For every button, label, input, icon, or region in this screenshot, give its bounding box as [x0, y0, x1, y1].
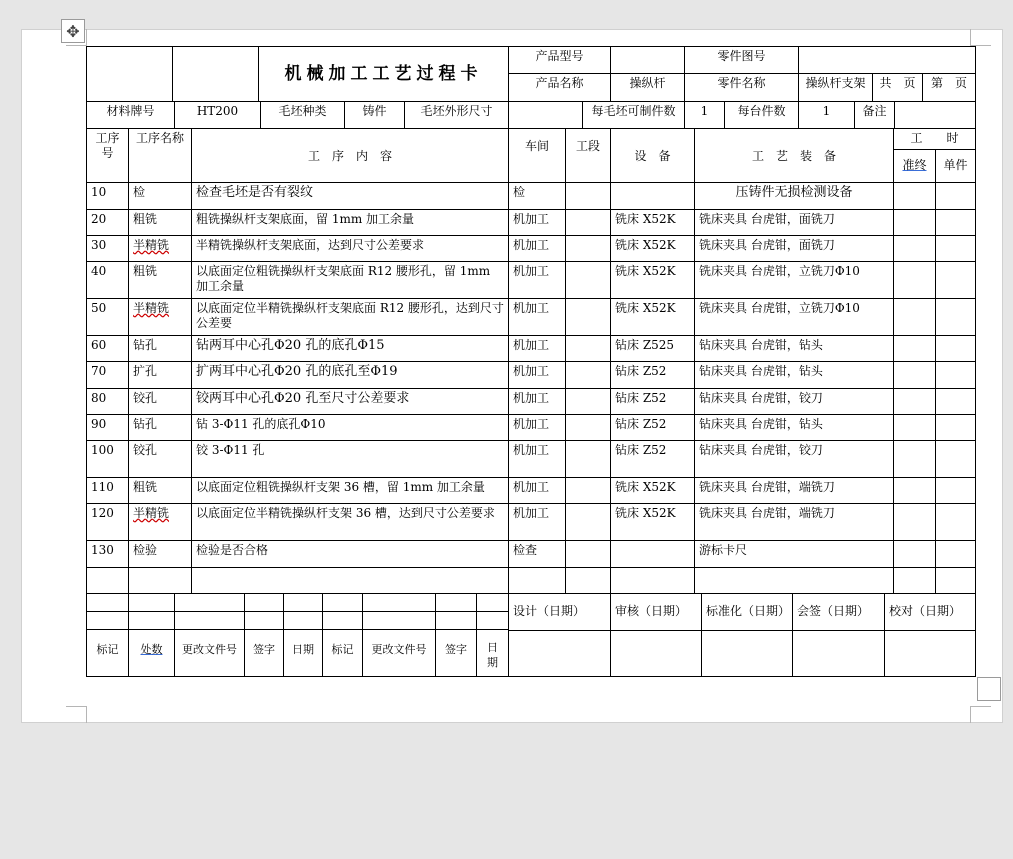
per-unit-label[interactable]: 每台件数 — [724, 101, 798, 128]
col-workshop-header[interactable]: 车间 — [508, 128, 565, 182]
row-90-content[interactable]: 钻 3-Φ11 孔的底孔Φ10 — [191, 414, 508, 440]
row-90-name[interactable]: 钻孔 — [128, 414, 191, 440]
row-70-content[interactable]: 扩两耳中心孔Φ20 孔的底孔至Φ19 — [191, 361, 508, 388]
revision-label-0[interactable]: 标记 — [86, 629, 128, 676]
col-equipment-header[interactable]: 设 备 — [610, 128, 694, 182]
part-drawing-label[interactable]: 零件图号 — [684, 46, 798, 73]
row-50-content[interactable]: 以底面定位半精铣操纵杆支架底面 R12 腰形孔，达到尺寸公差要 — [191, 298, 508, 335]
part-name-label[interactable]: 零件名称 — [684, 73, 798, 101]
row-100-content[interactable]: 铰 3-Φ11 孔 — [191, 440, 508, 477]
row-50-equipment[interactable]: 铣床 X52K — [610, 298, 694, 335]
row-100-name[interactable]: 铰孔 — [128, 440, 191, 477]
row-40-tooling[interactable]: 铣床夹具 台虎钳，立铣刀Φ10 — [694, 261, 893, 298]
row-110-tooling[interactable]: 铣床夹具 台虎钳，端铣刀 — [694, 477, 893, 503]
row-70-equipment[interactable]: 钻床 Z52 — [610, 361, 694, 388]
row-90-seq[interactable]: 90 — [86, 414, 128, 440]
row-90-equipment[interactable]: 钻床 Z52 — [610, 414, 694, 440]
product-model-label[interactable]: 产品型号 — [508, 46, 610, 73]
row-70-seq[interactable]: 70 — [86, 361, 128, 388]
col-tooling-header[interactable]: 工 艺 装 备 — [694, 128, 893, 182]
row-40-workshop[interactable]: 机加工 — [508, 261, 565, 298]
row-50-name[interactable]: 半精铣 — [128, 298, 191, 335]
revision-label-5[interactable]: 标记 — [322, 629, 362, 676]
col-name-header[interactable]: 工序名称 — [128, 128, 191, 182]
part-name-value[interactable]: 操纵杆支架 — [798, 73, 872, 101]
row-80-workshop[interactable]: 机加工 — [508, 388, 565, 414]
row-100-tooling[interactable]: 钻床夹具 台虎钳，铰刀 — [694, 440, 893, 477]
row-30-seq[interactable]: 30 — [86, 235, 128, 261]
per-unit-value[interactable]: 1 — [798, 101, 854, 128]
row-110-workshop[interactable]: 机加工 — [508, 477, 565, 503]
revision-label-3[interactable]: 签字 — [244, 629, 283, 676]
row-10-workshop[interactable]: 检 — [508, 182, 565, 209]
signoff-label-4[interactable]: 校对（日期） — [884, 593, 975, 630]
row-70-tooling[interactable]: 钻床夹具 台虎钳，钻头 — [694, 361, 893, 388]
material-label[interactable]: 材料牌号 — [86, 101, 174, 128]
remark-label[interactable]: 备注 — [854, 101, 894, 128]
row-20-tooling[interactable]: 铣床夹具 台虎钳，面铣刀 — [694, 209, 893, 235]
row-40-content[interactable]: 以底面定位粗铣操纵杆支架底面 R12 腰形孔，留 1mm 加工余量 — [191, 261, 508, 298]
revision-label-2[interactable]: 更改文件号 — [174, 629, 244, 676]
row-10-content[interactable]: 检查毛坯是否有裂纹 — [191, 182, 508, 209]
row-110-content[interactable]: 以底面定位粗铣操纵杆支架 36 槽，留 1mm 加工余量 — [191, 477, 508, 503]
row-80-seq[interactable]: 80 — [86, 388, 128, 414]
material-value[interactable]: HT200 — [174, 101, 260, 128]
row-10-name[interactable]: 检 — [128, 182, 191, 209]
page-label[interactable]: 第 页 — [922, 73, 975, 101]
table-outer-frame — [86, 46, 976, 677]
row-130-name[interactable]: 检验 — [128, 540, 191, 567]
row-120-name[interactable]: 半精铣 — [128, 503, 191, 540]
row-80-name[interactable]: 铰孔 — [128, 388, 191, 414]
revision-label-7[interactable]: 签字 — [435, 629, 476, 676]
row-100-workshop[interactable]: 机加工 — [508, 440, 565, 477]
table-move-handle-icon[interactable]: ✥ — [61, 19, 85, 43]
row-40-equipment[interactable]: 铣床 X52K — [610, 261, 694, 298]
row-20-content[interactable]: 粗铣操纵杆支架底面，留 1mm 加工余量 — [191, 209, 508, 235]
col-unit-time-header[interactable]: 单件 — [935, 149, 975, 182]
row-100-equipment[interactable]: 钻床 Z52 — [610, 440, 694, 477]
crop-mark-bottom-right — [970, 706, 991, 723]
row-60-content[interactable]: 钻两耳中心孔Φ20 孔的底孔Φ15 — [191, 335, 508, 361]
row-60-seq[interactable]: 60 — [86, 335, 128, 361]
row-10-seq[interactable]: 10 — [86, 182, 128, 209]
product-name-label[interactable]: 产品名称 — [508, 73, 610, 101]
row-60-workshop[interactable]: 机加工 — [508, 335, 565, 361]
row-20-equipment[interactable]: 铣床 X52K — [610, 209, 694, 235]
per-blank-value[interactable]: 1 — [684, 101, 724, 128]
row-130-seq[interactable]: 130 — [86, 540, 128, 567]
row-60-name[interactable]: 钻孔 — [128, 335, 191, 361]
row-110-name[interactable]: 粗铣 — [128, 477, 191, 503]
total-pages-label[interactable]: 共 页 — [872, 73, 922, 101]
row-120-seq[interactable]: 120 — [86, 503, 128, 540]
table-resize-handle[interactable] — [977, 677, 1001, 701]
col-section-header[interactable]: 工段 — [565, 128, 610, 182]
row-10-tooling[interactable]: 压铸件无损检测设备 — [694, 182, 893, 209]
row-30-content[interactable]: 半精铣操纵杆支架底面，达到尺寸公差要求 — [191, 235, 508, 261]
blank-size-label[interactable]: 毛坯外形尺寸 — [404, 101, 508, 128]
row-130-workshop[interactable]: 检查 — [508, 540, 565, 567]
blank-type-label[interactable]: 毛坯种类 — [260, 101, 344, 128]
signoff-label-3[interactable]: 会签（日期） — [792, 593, 884, 630]
row-120-workshop[interactable]: 机加工 — [508, 503, 565, 540]
row-110-equipment[interactable]: 铣床 X52K — [610, 477, 694, 503]
signoff-label-2[interactable]: 标准化（日期） — [701, 593, 792, 630]
row-90-tooling[interactable]: 钻床夹具 台虎钳，钻头 — [694, 414, 893, 440]
revision-label-6[interactable]: 更改文件号 — [362, 629, 435, 676]
row-20-seq[interactable]: 20 — [86, 209, 128, 235]
row-120-tooling[interactable]: 铣床夹具 台虎钳，端铣刀 — [694, 503, 893, 540]
product-name-value[interactable]: 操纵杆 — [610, 73, 684, 101]
row-40-name[interactable]: 粗铣 — [128, 261, 191, 298]
row-90-workshop[interactable]: 机加工 — [508, 414, 565, 440]
row-130-content[interactable]: 检验是否合格 — [191, 540, 508, 567]
row-120-content[interactable]: 以底面定位半精铣操纵杆支架 36 槽，达到尺寸公差要求 — [191, 503, 508, 540]
col-seq-header[interactable]: 工序号 — [86, 128, 128, 182]
revision-label-1[interactable]: 处数 — [128, 629, 174, 676]
row-100-seq[interactable]: 100 — [86, 440, 128, 477]
row-80-equipment[interactable]: 钻床 Z52 — [610, 388, 694, 414]
signoff-label-0[interactable]: 设计（日期） — [508, 593, 610, 630]
row-40-seq[interactable]: 40 — [86, 261, 128, 298]
blank-type-value[interactable]: 铸件 — [344, 101, 404, 128]
crop-mark-top-right — [970, 29, 991, 46]
row-50-tooling[interactable]: 铣床夹具 台虎钳，立铣刀Φ10 — [694, 298, 893, 335]
row-60-tooling[interactable]: 钻床夹具 台虎钳，钻头 — [694, 335, 893, 361]
revision-label-8[interactable]: 日期 — [476, 629, 508, 676]
row-130-tooling[interactable]: 游标卡尺 — [694, 540, 893, 567]
row-30-name[interactable]: 半精铣 — [128, 235, 191, 261]
row-50-seq[interactable]: 50 — [86, 298, 128, 335]
row-30-equipment[interactable]: 铣床 X52K — [610, 235, 694, 261]
row-70-workshop[interactable]: 机加工 — [508, 361, 565, 388]
row-120-equipment[interactable]: 铣床 X52K — [610, 503, 694, 540]
row-30-workshop[interactable]: 机加工 — [508, 235, 565, 261]
row-20-name[interactable]: 粗铣 — [128, 209, 191, 235]
row-20-workshop[interactable]: 机加工 — [508, 209, 565, 235]
row-30-tooling[interactable]: 铣床夹具 台虎钳，面铣刀 — [694, 235, 893, 261]
signoff-label-1[interactable]: 审核（日期） — [610, 593, 701, 630]
row-60-equipment[interactable]: 钻床 Z525 — [610, 335, 694, 361]
row-80-tooling[interactable]: 钻床夹具 台虎钳，铰刀 — [694, 388, 893, 414]
revision-label-4[interactable]: 日期 — [283, 629, 322, 676]
row-80-content[interactable]: 铰两耳中心孔Φ20 孔至尺寸公差要求 — [191, 388, 508, 414]
col-content-header[interactable]: 工 序 内 容 — [191, 128, 508, 182]
row-50-workshop[interactable]: 机加工 — [508, 298, 565, 335]
row-70-name[interactable]: 扩孔 — [128, 361, 191, 388]
per-blank-label[interactable]: 每毛坯可制件数 — [582, 101, 684, 128]
card-title[interactable]: 机械加工工艺过程卡 — [258, 46, 508, 101]
crop-mark-bottom-left — [66, 706, 87, 723]
col-prep-time-header[interactable]: 准终 — [893, 149, 935, 182]
row-110-seq[interactable]: 110 — [86, 477, 128, 503]
col-time-header[interactable]: 工 时 — [893, 128, 975, 149]
